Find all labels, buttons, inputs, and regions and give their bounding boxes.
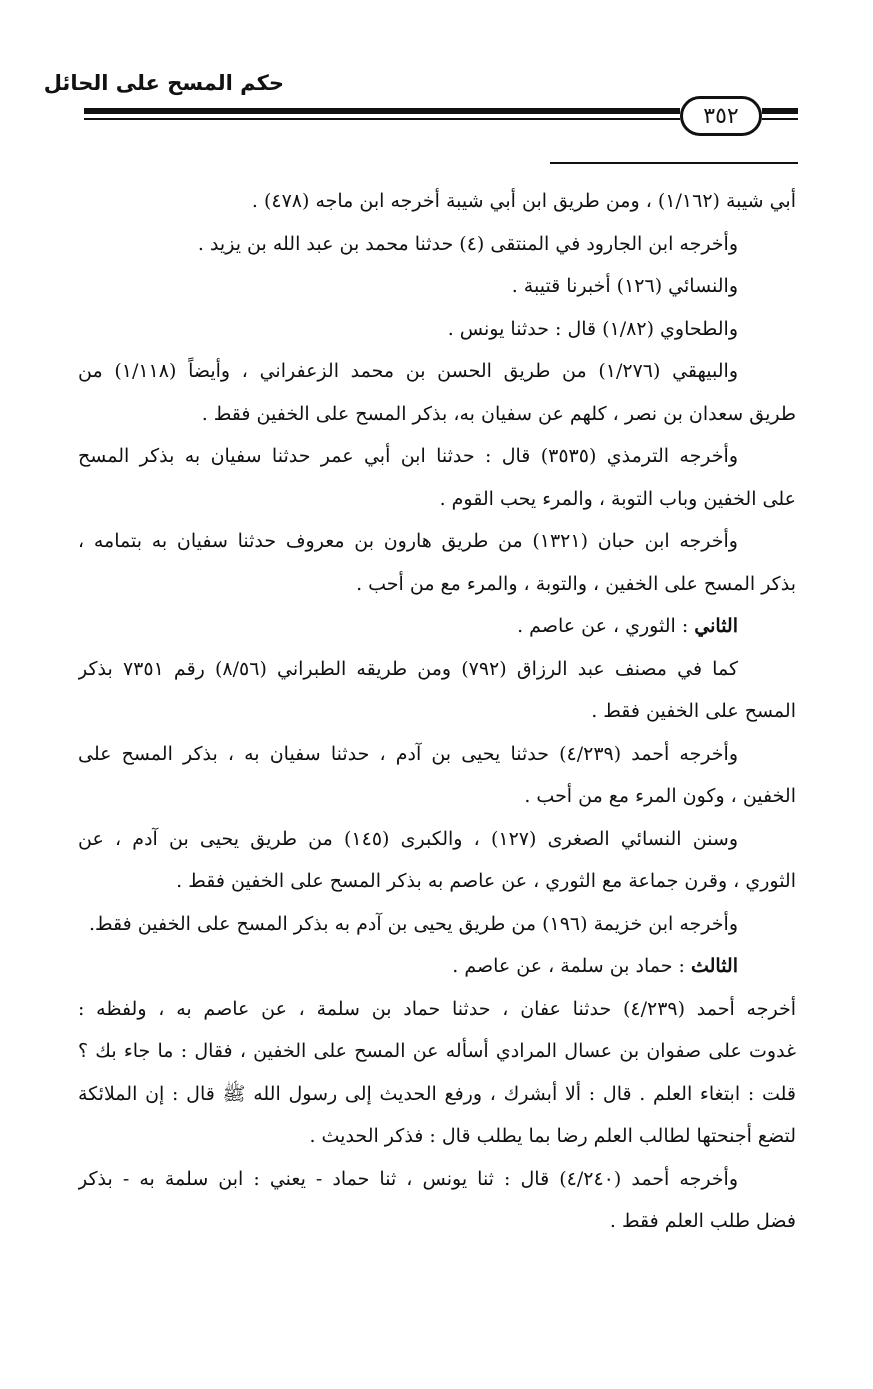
line-text: لتضع أجنحتها لطالب العلم رضا بما يطلب قال : فذكر الحديث . — [309, 1125, 796, 1147]
text-line — [78, 988, 796, 1031]
header-rule-right-thin — [762, 118, 798, 120]
line-text: طريق سعدان بن نصر ، كلهم عن سفيان به، بذكر المسح على الخفين فقط . — [201, 402, 796, 425]
text-line — [78, 1200, 796, 1243]
text-line — [78, 1115, 796, 1158]
line-text: : حماد بن سلمة ، عن عاصم . — [452, 955, 691, 977]
header-rule-thin — [84, 118, 680, 120]
line-text: وأخرجه أحمد (٤/٢٣٩) حدثنا يحيى بن آدم ، حدثنا سفيان به ، بذكر المسح على — [78, 742, 738, 765]
line-text: غدوت على صفوان بن عسال المرادي أسأله عن المسح على الخفين ، فقال : ما جاء بك ؟ — [78, 1040, 796, 1062]
line-text: المسح على الخفين فقط . — [591, 700, 796, 722]
line-text: فضل طلب العلم فقط . — [609, 1210, 796, 1232]
line-text: بذكر المسح على الخفين ، والتوبة ، والمرء مع من أحب . — [356, 572, 796, 595]
text-line — [78, 180, 796, 223]
line-text: قلت : ابتغاء العلم . قال : ألا أبشرك ، ورفع الحديث إلى رسول الله ﷺ قال : إن الملائكة — [78, 1082, 796, 1105]
text-line — [78, 520, 796, 563]
text-line — [78, 265, 796, 308]
line-text: وأخرجه ابن حبان (١٣٢١) من طريق هارون بن معروف حدثنا سفيان به بتمامه ، — [78, 530, 738, 552]
text-line — [78, 648, 796, 691]
text-line — [78, 818, 796, 861]
text-line — [78, 775, 796, 818]
line-text: أخرجه أحمد (٤/٢٣٩) حدثنا عفان ، حدثنا حماد بن سلمة ، عن عاصم به ، ولفظه : — [78, 997, 796, 1020]
text-line — [78, 393, 796, 436]
line-text: : الثوري ، عن عاصم . — [517, 615, 695, 637]
text-line — [78, 1030, 796, 1073]
line-text: وأخرجه أحمد (٤/٢٤٠) قال : ثنا يونس ، ثنا حماد - يعني : ابن سلمة به - بذكر — [78, 1167, 738, 1190]
line-text: والبيهقي (١/٢٧٦) من طريق الحسن بن محمد الزعفراني ، وأيضاً (١/١١٨) من — [78, 360, 739, 382]
text-line — [78, 435, 796, 478]
line-text: والطحاوي (١/٨٢) قال : حدثنا يونس . — [447, 317, 738, 340]
line-text: أبي شيبة (١/١٦٢) ، ومن طريق ابن أبي شيبة أخرجه ابن ماجه (٤٧٨) . — [251, 190, 796, 212]
footnote-text — [78, 180, 796, 1243]
line-text: الخفين ، وكون المرء مع من أحب . — [524, 785, 796, 807]
header-rule-right-thick — [762, 108, 798, 114]
header-rule-thick — [84, 108, 680, 114]
text-line — [78, 308, 796, 351]
text-line — [78, 733, 796, 776]
text-line — [78, 903, 796, 946]
text-line — [78, 605, 796, 648]
text-line — [78, 563, 796, 606]
text-line — [78, 223, 796, 266]
line-text: وأخرجه ابن خزيمة (١٩٦) من طريق يحيى بن آدم به بذكر المسح على الخفين فقط. — [88, 912, 738, 935]
text-line — [78, 860, 796, 903]
line-text: وأخرجه الترمذي (٣٥٣٥) قال : حدثنا ابن أبي عمر حدثنا سفيان به بذكر المسح — [78, 445, 738, 467]
page-number: ٣٥٢ — [680, 96, 762, 136]
text-line — [78, 945, 796, 988]
line-text: كما في مصنف عبد الرزاق (٧٩٢) ومن طريقه الطبراني (٨/٥٦) رقم ٧٣٥١ بذكر — [78, 657, 738, 680]
section-lead: الثاني — [694, 615, 738, 637]
text-line — [78, 1158, 796, 1201]
text-line — [78, 1073, 796, 1116]
running-title: حكم المسح على الحائل — [43, 71, 284, 95]
line-text: وأخرجه ابن الجارود في المنتقى (٤) حدثنا محمد بن عبد الله بن يزيد . — [197, 232, 738, 255]
text-line — [78, 690, 796, 733]
line-text: وسنن النسائي الصغرى (١٢٧) ، والكبرى (١٤٥) من طريق يحيى بن آدم ، عن — [78, 827, 738, 850]
text-line — [78, 350, 796, 393]
line-text: والنسائي (١٢٦) أخبرنا قتيبة . — [511, 275, 738, 297]
text-line — [78, 478, 796, 521]
section-lead: الثالث — [690, 955, 738, 977]
line-text: الثوري ، وقرن جماعة مع الثوري ، عن عاصم به بذكر المسح على الخفين فقط . — [176, 870, 796, 892]
footnote-separator — [550, 162, 798, 164]
line-text: على الخفين وباب التوبة ، والمرء يحب القوم . — [439, 487, 796, 510]
